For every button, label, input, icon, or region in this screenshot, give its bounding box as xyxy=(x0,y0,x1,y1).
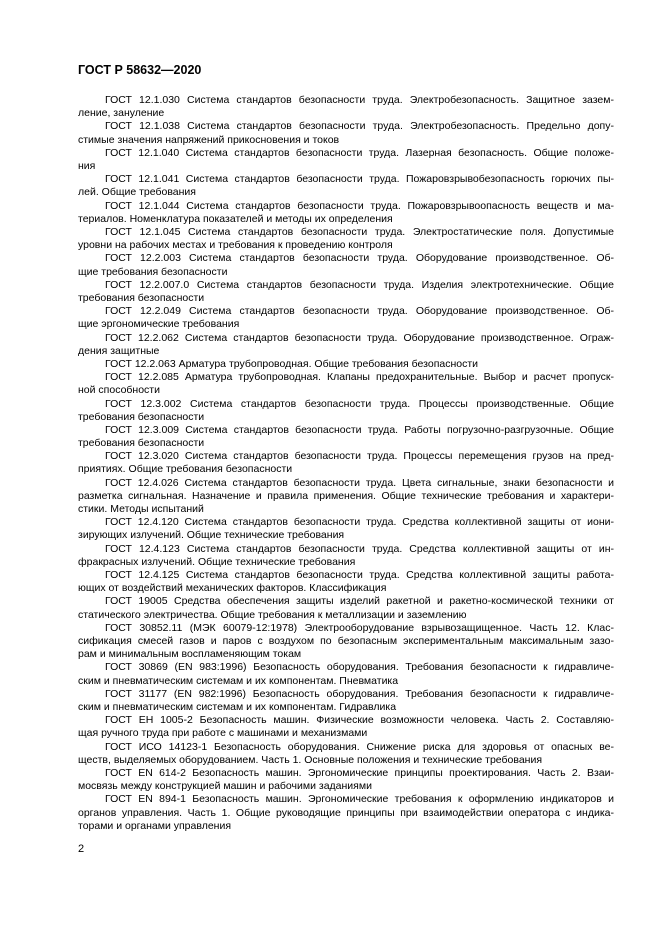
reference-line: требования безопасности xyxy=(78,437,205,450)
normative-references-list xyxy=(78,94,614,833)
reference-entry xyxy=(78,569,614,595)
page-number: 2 xyxy=(78,843,85,855)
reference-line: ГОСТ 12.2.003 Система стандартов безопасности труда. Оборудование производственное. Об- xyxy=(105,252,614,265)
reference-line: ГОСТ 30869 (EN 983:1996) Безопасность оборудования. Требования безопасности к гидравличе- xyxy=(105,661,614,674)
reference-line: ГОСТ 12.4.026 Система стандартов безопасности труда. Цвета сигнальные, знаки безопасности и xyxy=(105,476,614,489)
reference-entry xyxy=(78,279,614,305)
reference-line: ГОСТ 12.2.049 Система стандартов безопасности труда. Оборудование производственное. Об- xyxy=(105,305,614,318)
reference-line: фракрасных излучений. Общие технические требования xyxy=(78,555,356,568)
reference-line: ГОСТ ИСО 14123-1 Безопасность оборудования. Снижение риска для здоровья от опасных ве- xyxy=(105,740,614,753)
reference-line: ющих от воздействий механических факторов. Классификация xyxy=(78,582,387,595)
reference-line: ским и пневматическим системам и их компонентам. Пневматика xyxy=(78,674,399,687)
reference-line: стимые значения напряжений прикосновения и токов xyxy=(78,133,340,146)
reference-line: ГОСТ ЕН 1005-2 Безопасность машин. Физические возможности человека. Часть 2. Составляю- xyxy=(105,714,614,727)
reference-entry xyxy=(78,252,614,278)
reference-entry xyxy=(78,120,614,146)
reference-line: приятиях. Общие требования безопасности xyxy=(78,463,293,476)
reference-line: разметка сигнальная. Назначение и правила применения. Общие технические требования и характери- xyxy=(78,489,614,502)
reference-entry xyxy=(78,595,614,621)
reference-entry xyxy=(78,688,614,714)
reference-line: лей. Общие требования xyxy=(78,186,196,199)
reference-entry xyxy=(78,226,614,252)
reference-line: ной способности xyxy=(78,384,160,397)
reference-entry xyxy=(78,714,614,740)
reference-entry xyxy=(78,200,614,226)
reference-line: органов управления. Часть 1. Общие руководящие принципы при взаимодействии оператора с индика- xyxy=(78,806,614,819)
reference-line: ГОСТ 12.3.002 Система стандартов безопасности труда. Процессы производственные. Общие xyxy=(105,397,614,410)
reference-line: ГОСТ 12.4.123 Система стандартов безопасности труда. Средства коллективной защиты от ин- xyxy=(105,542,614,555)
reference-line: ГОСТ 12.1.041 Система стандартов безопасности труда. Пожаровзрывобезопасность горючих пы- xyxy=(105,173,614,186)
reference-entry xyxy=(78,741,614,767)
reference-entry xyxy=(78,424,614,450)
reference-entry xyxy=(78,516,614,542)
reference-line: ГОСТ 12.1.040 Система стандартов безопасности труда. Лазерная безопасность. Общие положе- xyxy=(105,146,614,159)
reference-line: стики. Методы испытаний xyxy=(78,503,204,516)
reference-entry xyxy=(78,767,614,793)
reference-line: уровни на рабочих местах и требования к проведению контроля xyxy=(78,239,393,252)
reference-line: ния xyxy=(78,159,96,172)
reference-line: ским и пневматическим системам и их компонентам. Гидравлика xyxy=(78,700,397,713)
reference-line: ществ, выделяемых оборудованием. Часть 1. Основные положения и технические требования xyxy=(78,753,543,766)
reference-entry xyxy=(78,477,614,517)
reference-entry xyxy=(78,305,614,331)
reference-line: ГОСТ 12.4.120 Система стандартов безопасности труда. Средства коллективной защиты от иони- xyxy=(105,516,614,529)
reference-line: ГОСТ 12.1.030 Система стандартов безопасности труда. Электробезопасность. Защитное зазем- xyxy=(105,94,614,106)
reference-line: ГОСТ 12.2.063 Арматура трубопроводная. Общие требования безопасности xyxy=(105,357,479,370)
reference-line: ГОСТ 31177 (EN 982:1996) Безопасность оборудования. Требования безопасности к гидравличе- xyxy=(105,687,614,700)
reference-entry xyxy=(78,398,614,424)
reference-entry xyxy=(78,358,614,371)
reference-line: ГОСТ 12.3.009 Система стандартов безопасности труда. Работы погрузочно-разгрузочные. Общие xyxy=(105,423,614,436)
reference-entry xyxy=(78,173,614,199)
reference-entry xyxy=(78,450,614,476)
reference-line: ГОСТ EN 894-1 Безопасность машин. Эргономические требования к оформлению индикаторов и xyxy=(105,793,614,806)
reference-line: требования безопасности xyxy=(78,291,205,304)
reference-line: териалов. Номенклатура показателей и методы их определения xyxy=(78,212,393,225)
reference-line: мосвязь между конструкцией машин и рабочими заданиями xyxy=(78,780,372,793)
reference-line: рам и минимальным воспламеняющим токам xyxy=(78,648,302,661)
reference-line: ГОСТ 12.1.045 Система стандартов безопасности труда. Электростатические поля. Допустимые xyxy=(105,225,614,238)
document-header: ГОСТ Р 58632—2020 xyxy=(78,63,202,77)
reference-line: ГОСТ 19005 Средства обеспечения защиты изделий ракетной и ракетно-космической техники от xyxy=(105,595,614,608)
reference-entry xyxy=(78,622,614,662)
reference-line: требования безопасности xyxy=(78,410,205,423)
reference-line: ГОСТ 12.2.062 Система стандартов безопасности труда. Оборудование производственное. Ограж- xyxy=(105,331,614,344)
reference-entry xyxy=(78,94,614,120)
reference-line: ГОСТ 30852.11 (МЭК 60079-12:1978) Электрооборудование взрывозащищенное. Часть 12. Клас- xyxy=(105,621,614,634)
reference-line: щая ручного труда при работе с машинами и механизмами xyxy=(78,727,368,740)
reference-line: дения защитные xyxy=(78,344,160,357)
reference-entry xyxy=(78,793,614,833)
reference-line: статического электричества. Общие требования к металлизации и заземлению xyxy=(78,608,467,621)
reference-entry xyxy=(78,543,614,569)
reference-line: ГОСТ EN 614-2 Безопасность машин. Эргономические принципы проектирования. Часть 2. Взаи- xyxy=(105,766,614,779)
reference-line: ГОСТ 12.2.007.0 Система стандартов безопасности труда. Изделия электротехнические. Общие xyxy=(105,278,614,291)
reference-entry xyxy=(78,371,614,397)
reference-entry xyxy=(78,661,614,687)
reference-entry xyxy=(78,147,614,173)
reference-entry xyxy=(78,332,614,358)
reference-line: ГОСТ 12.1.038 Система стандартов безопасности труда. Электробезопасность. Предельно допу- xyxy=(105,120,614,133)
reference-line: торами и органами управления xyxy=(78,819,232,832)
reference-line: ГОСТ 12.1.044 Система стандартов безопасности труда. Пожаровзрывоопасность веществ и ма- xyxy=(105,199,614,212)
reference-line: ГОСТ 12.4.125 Система стандартов безопасности труда. Средства коллективной защиты работа- xyxy=(105,569,614,582)
reference-line: щие требования безопасности xyxy=(78,265,228,278)
reference-line: щие эргономические требования xyxy=(78,318,240,331)
reference-line: ГОСТ 12.3.020 Система стандартов безопасности труда. Процессы перемещения грузов на пред- xyxy=(105,450,614,463)
reference-line: ление, зануление xyxy=(78,107,165,120)
reference-line: сификация смесей газов и паров с воздухом по безопасным экспериментальным максимальным зазо- xyxy=(78,635,614,647)
reference-line: зирующих излучений. Общие технические требования xyxy=(78,529,345,542)
reference-line: ГОСТ 12.2.085 Арматура трубопроводная. Клапаны предохранительные. Выбор и расчет пропуск- xyxy=(105,371,614,384)
